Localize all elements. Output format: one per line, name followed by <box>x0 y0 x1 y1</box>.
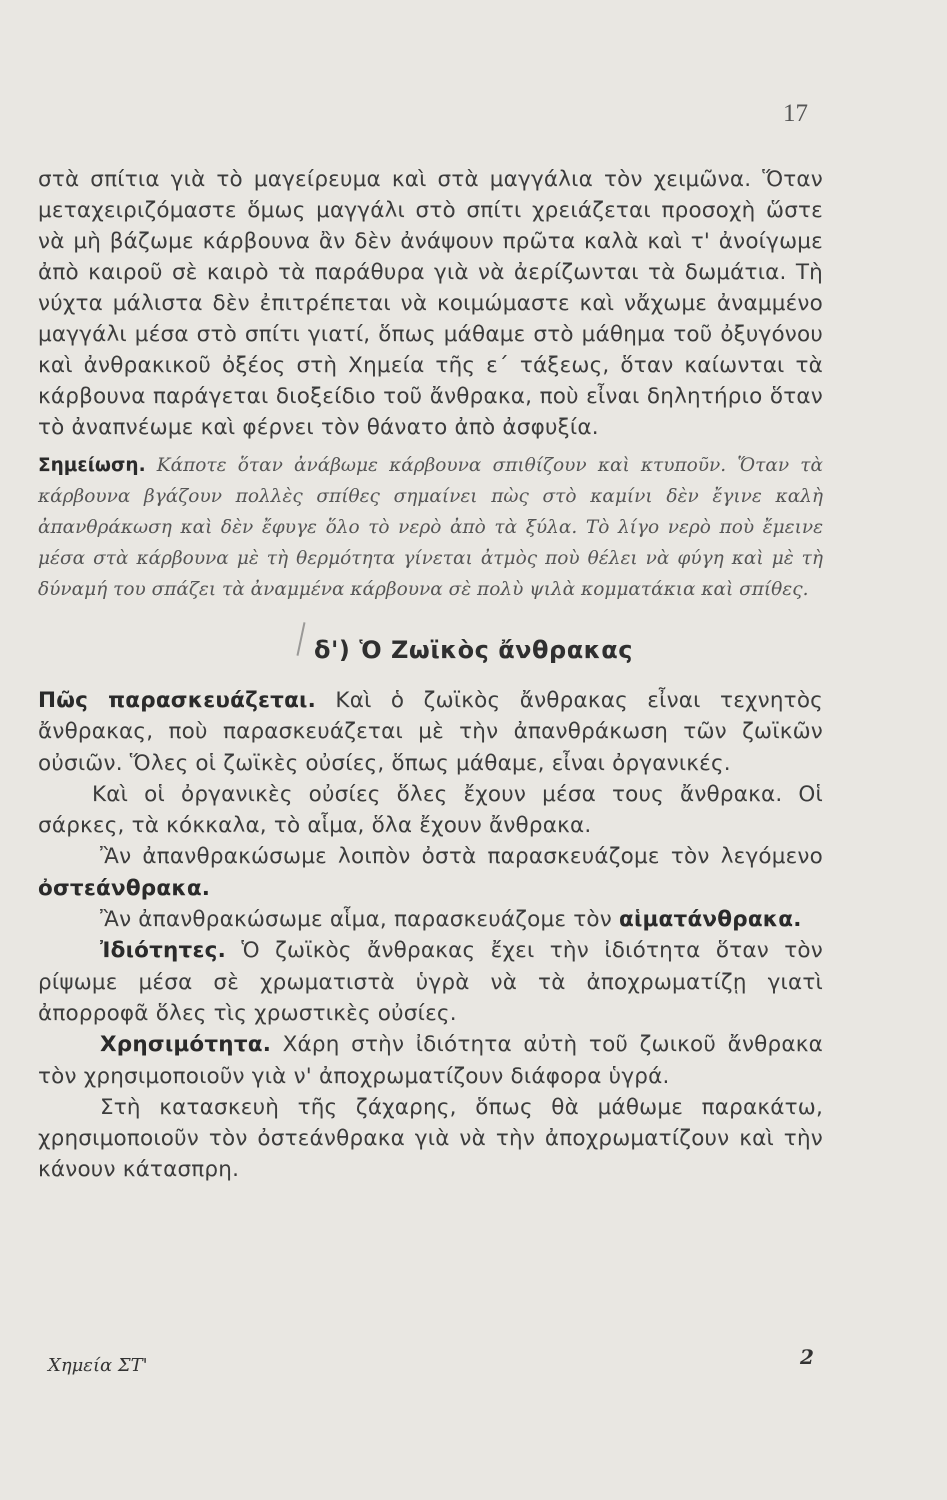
note-block <box>38 450 823 605</box>
page-number: 17 <box>783 100 808 127</box>
footer-book-title: Χημεία ΣΤ' <box>48 1355 148 1376</box>
usefulness-text: Χάρη στὴν ἰδιότητα αὐτὴ τοῦ ζωικοῦ ἄνθρακα τὸν χρησιμοποιοῦν γιὰ ν' ἀποχρωματίζουν διάφορα ὑγρά. <box>38 1032 823 1089</box>
paragraph-organic: Καὶ οἱ ὀργανικὲς οὐσίες ὅλες ἔχουν μέσα τους ἄνθρακα. Οἱ σάρκες, τὰ κόκκαλα, τὸ αἷμα, ὅλα ἔχουν ἄνθρακα. <box>38 781 823 839</box>
paragraph-usefulness <box>38 1029 823 1092</box>
bone-charcoal-term: ὀστεάνθρακα. <box>38 875 211 901</box>
bone-charcoal-text: Ἂν ἀπανθρακώσωμε λοιπὸν ὀστὰ παρασκευάζομε τὸν λεγόμενο <box>100 844 823 870</box>
usefulness-label: Χρησιμότητα. <box>100 1032 272 1058</box>
paragraph-text: στὰ σπίτια γιὰ τὸ μαγείρευμα καὶ στὰ μαγγάλια τὸν χειμῶνα. Ὅταν μεταχειριζόμαστε ὅμως μαγγάλι στὸ σπίτι χρειάζεται προσοχὴ ὥστε νὰ μὴ βάζωμε κάρβουνα ἂν δὲν ἀνάψουν πρῶτα καλὰ καὶ τ' ἀνοίγωμε ἀπὸ καιροῦ σὲ καιρὸ τὰ παράθυρα γιὰ νὰ ἀερίζωνται τὰ δωμάτια. Τὴ νύχτα μάλιστα δὲν ἐπιτρέπεται νὰ κοιμώμαστε καὶ νἄχωμε ἀναμμένο μαγγάλι μέσα στὸ σπίτι γιατί, ὅπως μάθαμε στὸ μάθημα τοῦ ὀξυγόνου καὶ ἀνθρακικοῦ ὀξέος στὴ Χημεία τῆς ε΄ τάξεως, ὅταν καίωνται τὰ κάρβουνα παράγεται διοξείδιο τοῦ ἄνθρακα, ποὺ εἶναι δηλητήριο ὅταν τὸ ἀναπνέωμε καὶ φέρνει τὸν θάνατο ἀπὸ ἀσφυξία. <box>38 167 823 440</box>
footer-signature-mark: 2 <box>800 1345 814 1369</box>
paragraph-bone-charcoal <box>38 841 823 904</box>
paragraph-charcoal-safety <box>38 164 823 443</box>
paragraph-preparation <box>38 685 823 779</box>
paragraph-sugar: Στὴ κατασκευὴ τῆς ζάχαρης, ὅπως θὰ μάθωμε παρακάτω, χρησιμοποιοῦν τὸν ὀστεάνθρακα γιὰ νὰ τὴν ἀποχρωματίζουν καὶ τὴν κάνουν κάτασπρη. <box>38 1094 823 1183</box>
blood-charcoal-term: αἱματάνθρακα. <box>618 907 802 933</box>
preparation-label: Πῶς παρασκευάζεται. <box>38 688 316 713</box>
paragraph-blood-charcoal <box>38 904 823 935</box>
properties-label: Ἰδιότητες. <box>100 938 226 964</box>
note-label: Σημείωση. <box>38 455 146 476</box>
preparation-text: Καὶ ὁ ζωϊκὸς ἄνθρακας εἶναι τεχνητὸς ἄνθρακας, ποὺ παρασκευάζεται μὲ τὴν ἀπανθράκωση τῶν ζωϊκῶν οὐσιῶν. Ὅλες οἱ ζωϊκὲς οὐσίες, ὅπως μάθαμε, εἶναι ὀργανικές. <box>38 688 823 776</box>
paragraph-properties <box>38 935 823 1029</box>
note-paragraph <box>38 450 823 605</box>
properties-text: Ὁ ζωϊκὸς ἄνθρακας ἔχει τὴν ἰδιότητα ὅταν τὸν ρίψωμε μέσα σὲ χρωματιστὰ ὑγρὰ νὰ τὰ ἀποχρωματίζῃ γιατὶ ἀπορροφᾶ ὅλες τὶς χρωστικὲς οὐσίες. <box>38 938 823 1026</box>
section-body <box>38 685 823 1186</box>
note-text: Κάποτε ὅταν ἀνάβωμε κάρβουνα σπιθίζουν καὶ κτυποῦν. Ὅταν τὰ κάρβουνα βγάζουν πολλὲς σπίθες σημαίνει πὼς στὸ καμίνι δὲν ἔγινε καλὴ ἀπανθράκωση καὶ δὲν ἔφυγε ὅλο τὸ νερὸ ἀπὸ τὰ ξύλα. Τὸ λίγο νερὸ ποὺ ἔμεινε μέσα στὰ κάρβουνα μὲ τὴ θερμότητα γίνεται ἀτμὸς ποὺ θέλει νὰ φύγη καὶ μὲ τὴ δύναμή του σπάζει τὰ ἀναμμένα κάρβουνα σὲ πολὺ ψιλὰ κομματάκια καὶ σπίθες. <box>38 455 823 600</box>
section-title: δ') Ὁ Ζωϊκὸς ἄνθρακας <box>314 636 633 664</box>
blood-charcoal-text: Ἂν ἀπανθρακώσωμε αἷμα, παρασκευάζομε τὸν <box>100 907 619 933</box>
